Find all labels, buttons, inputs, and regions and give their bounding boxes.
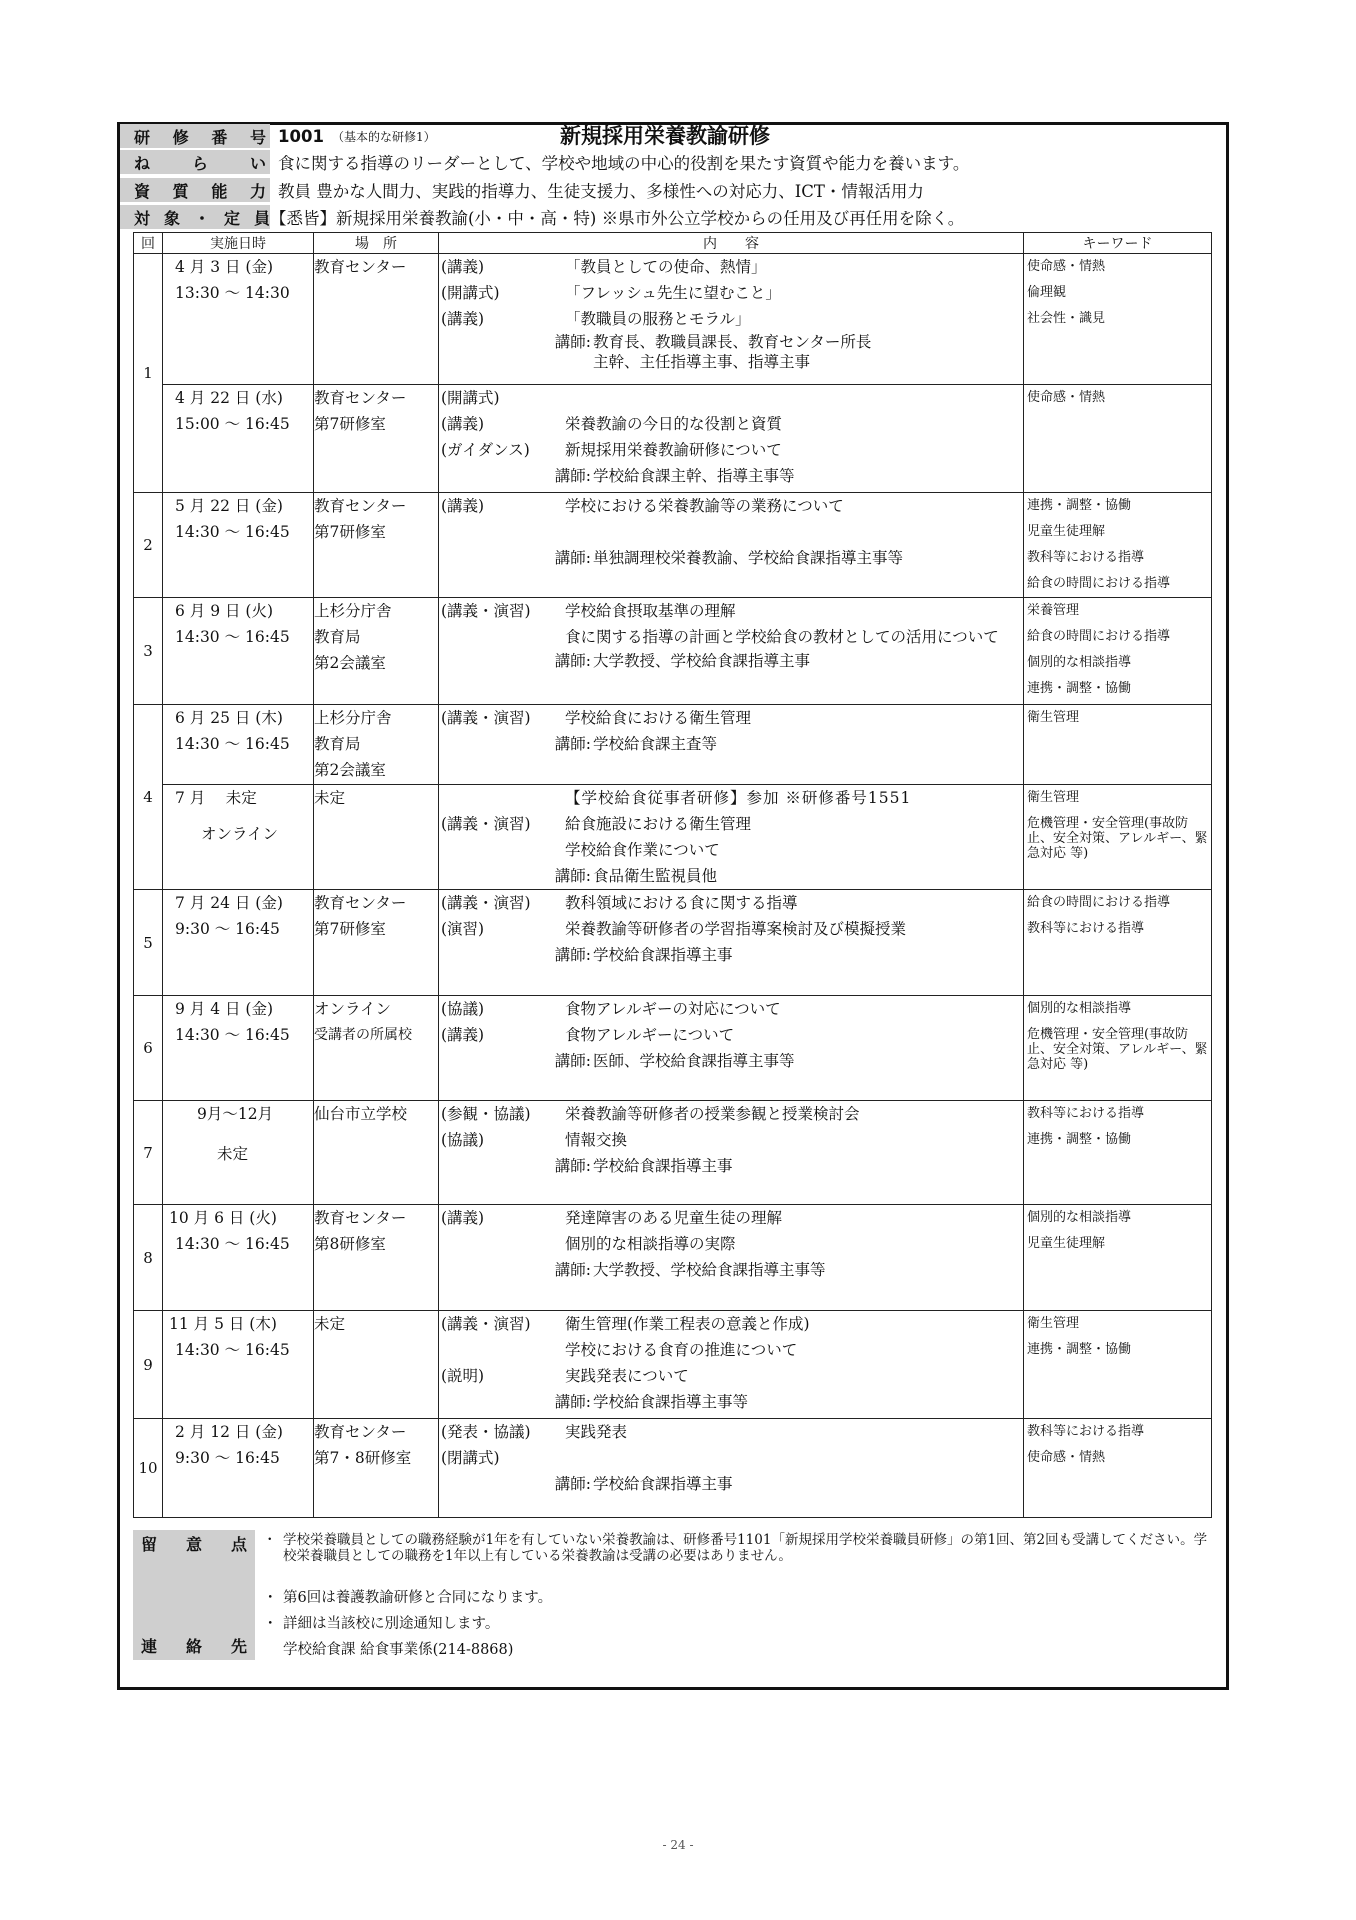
session-room: 第7研修室 <box>314 523 386 541</box>
session-place: 教育センター <box>314 1423 407 1441</box>
content-text: 発達障害のある児童生徒の理解 <box>565 1209 783 1227</box>
content-text: 情報交換 <box>565 1131 628 1149</box>
session-room: 受講者の所属校 <box>314 1027 412 1043</box>
target-row <box>120 205 1226 229</box>
content-type: (講義) <box>441 310 485 328</box>
content-type: (協議) <box>441 1131 485 1149</box>
lecturer-label: 講師: <box>554 867 591 885</box>
keyword: 連携・調整・協働 <box>1027 681 1132 696</box>
session-room: 第7研修室 <box>314 415 386 433</box>
col-keyword: キーワード <box>1024 233 1212 254</box>
note-text: 第6回は養護教諭研修と合同になります。 <box>283 1590 553 1606</box>
training-number-label: 研 修 番 号 <box>120 124 270 148</box>
table-row <box>134 785 1212 890</box>
col-place: 場 所 <box>314 233 439 254</box>
content-text: 学校における栄養教諭等の業務について <box>565 497 844 515</box>
session-time: 14:30 ～ 16:45 <box>175 1026 290 1044</box>
lecturer-text: 主幹、主任指導主事、指導主事 <box>593 353 811 371</box>
session-number: 1 <box>134 254 163 493</box>
content-type: (説明) <box>441 1367 485 1385</box>
content-text: 「教員としての使命、熱情」 <box>565 258 767 276</box>
session-place: 教育センター <box>314 497 407 515</box>
table-row <box>134 493 1212 598</box>
content-text: 学校給食における衛生管理 <box>565 709 752 727</box>
lecturer-label: 講師: <box>554 946 591 964</box>
content-text: 学校における食育の推進について <box>565 1341 798 1359</box>
session-time: 14:30 ～ 16:45 <box>175 1341 290 1359</box>
content-type: (ガイダンス) <box>441 441 530 459</box>
table-row <box>134 598 1212 705</box>
session-room: 第8研修室 <box>314 1235 386 1253</box>
session-number: 10 <box>134 1419 163 1518</box>
content-type: (講義) <box>441 1209 485 1227</box>
session-date: 9月～12月 <box>197 1105 274 1123</box>
content-type: (講義・演習) <box>441 815 531 833</box>
table-row <box>134 1419 1212 1518</box>
content-text: 【学校給食従事者研修】参加 ※研修番号1551 <box>565 789 912 807</box>
session-room: 第2会議室 <box>314 761 386 779</box>
table-row <box>134 890 1212 996</box>
session-place: 仙台市立学校 <box>314 1105 408 1123</box>
session-time: 14:30 ～ 16:45 <box>175 523 290 541</box>
session-number: 7 <box>134 1101 163 1205</box>
lecturer-label: 講師: <box>554 1052 591 1070</box>
lecturer-text: 食品衛生監視員他 <box>593 867 718 885</box>
session-place: オンライン <box>314 1000 392 1018</box>
session-mode: オンライン <box>201 825 279 843</box>
content-text: 栄養教諭の今日的な役割と資質 <box>565 415 783 433</box>
content-text: 教科領域における食に関する指導 <box>565 894 798 912</box>
col-session: 回 <box>134 233 163 254</box>
content-text: 学校給食作業について <box>565 841 720 859</box>
lecturer-label: 講師: <box>554 1393 591 1411</box>
contact-text: 学校給食課 給食事業係(214-8868) <box>283 1642 514 1658</box>
aim-row <box>120 150 1226 174</box>
note-item: ・ 学校栄養職員としての職務経験が1年を有していない栄養教諭は、研修番号1101「新規採用学校栄養職員研修」の第1回、第2回も受講してください。学校栄養職員としての職務を1年以上有している栄養教諭は受講の必要はありません。 <box>263 1532 1211 1564</box>
lecturer-text: 学校給食課指導主事 <box>593 946 733 964</box>
training-category: （基本的な研修1） <box>331 129 436 144</box>
session-date: 6 月 25 日 (木) <box>175 709 283 727</box>
session-number: 9 <box>134 1311 163 1419</box>
session-date: 4 月 3 日 (金) <box>175 258 274 276</box>
session-time: 14:30 ～ 16:45 <box>175 735 290 753</box>
lecturer-text: 学校給食課指導主事 <box>593 1157 733 1175</box>
content-type: (講義・演習) <box>441 1315 531 1333</box>
session-date: 11 月 5 日 (木) <box>169 1315 277 1333</box>
lecturer-text: 学校給食課主査等 <box>593 735 718 753</box>
keyword: 教科等における指導 <box>1027 921 1145 936</box>
content-type: (講義・演習) <box>441 894 531 912</box>
keyword: 栄養管理 <box>1027 603 1080 618</box>
keyword: 連携・調整・協働 <box>1027 1342 1132 1357</box>
content-type: (講義・演習) <box>441 709 531 727</box>
lecturer-text: 単独調理校栄養教諭、学校給食課指導主事等 <box>593 549 904 567</box>
content-type: (閉講式) <box>441 1449 500 1467</box>
content-type: (発表・協議) <box>441 1423 531 1441</box>
session-number: 3 <box>134 598 163 705</box>
keyword: 給食の時間における指導 <box>1027 895 1171 910</box>
lecturer-label: 講師: <box>554 1475 591 1493</box>
target-text: 【悉皆】新規採用栄養教諭(小・中・高・特) ※県市外公立学校からの任用及び再任用を除く。 <box>270 209 965 228</box>
keyword: 給食の時間における指導 <box>1027 629 1171 644</box>
content-text: 食物アレルギーについて <box>565 1026 735 1044</box>
session-date: 2 月 12 日 (金) <box>175 1423 283 1441</box>
content-text: 実践発表 <box>565 1423 628 1441</box>
col-date: 実施日時 <box>163 233 314 254</box>
content-text: 学校給食摂取基準の理解 <box>565 602 736 620</box>
keyword: 危機管理・安全管理(事故防止、安全対策、アレルギー、緊急対応 等) <box>1027 1027 1208 1072</box>
table-row <box>134 1311 1212 1419</box>
note-item: ・ 第6回は養護教諭研修と合同になります。 <box>263 1586 552 1607</box>
content-type: (演習) <box>441 920 485 938</box>
content-text: 栄養教諭等研修者の授業参観と授業検討会 <box>565 1105 860 1123</box>
keyword: 使命感・情熱 <box>1027 1450 1106 1465</box>
keyword: 個別的な相談指導 <box>1027 1001 1132 1016</box>
session-number: 2 <box>134 493 163 598</box>
lecturer-label: 講師: <box>554 467 591 485</box>
lecturer-text: 学校給食課指導主事 <box>593 1475 733 1493</box>
contact-label: 連 絡 先 <box>133 1634 255 1660</box>
session-office: 教育局 <box>314 628 361 646</box>
session-number: 5 <box>134 890 163 996</box>
session-time: 14:30 ～ 16:45 <box>175 1235 290 1253</box>
content-type: (講義) <box>441 415 485 433</box>
notes-label: 留 意 点 <box>133 1530 255 1658</box>
content-type: (講義) <box>441 497 485 515</box>
session-time: 15:00 ～ 16:45 <box>175 415 290 433</box>
lecturer-text: 大学教授、学校給食課指導主事 <box>593 652 811 670</box>
content-text: 食物アレルギーの対応について <box>565 1000 781 1018</box>
content-type: (参観・協議) <box>441 1105 531 1123</box>
lecturer-label: 講師: <box>554 735 591 753</box>
session-place: 教育センター <box>314 894 407 912</box>
session-date: 7 月 未定 <box>175 789 257 807</box>
session-place: 教育センター <box>314 389 407 407</box>
session-number: 6 <box>134 996 163 1101</box>
contact-info <box>263 1638 513 1659</box>
target-label: 対 象 ・ 定 員 <box>120 205 270 229</box>
table-row <box>134 996 1212 1101</box>
session-room: 第7研修室 <box>314 920 386 938</box>
keyword: 衛生管理 <box>1027 1316 1080 1331</box>
session-date: 7 月 24 日 (金) <box>175 894 283 912</box>
content-type: (講義) <box>441 1026 485 1044</box>
content-text: 給食施設における衛生管理 <box>565 815 752 833</box>
session-number: 8 <box>134 1205 163 1311</box>
table-row <box>134 1101 1212 1205</box>
schedule-table <box>133 232 1212 1518</box>
keyword: 倫理観 <box>1027 285 1067 300</box>
content-text: 食に関する指導の計画と学校給食の教材としての活用について <box>565 628 999 646</box>
training-number: 1001 <box>278 126 324 146</box>
page-number: - 24 - <box>662 1838 694 1852</box>
session-place: 上杉分庁舎 <box>314 709 392 727</box>
lecturer-label: 講師: <box>554 652 591 670</box>
content-text: 衛生管理(作業工程表の意義と作成) <box>565 1315 810 1333</box>
keyword: 教科等における指導 <box>1027 1106 1145 1121</box>
table-header <box>134 233 1212 254</box>
lecturer-text: 教育長、教職員課長、教育センター所長 <box>593 333 872 351</box>
lecturer-label: 講師: <box>554 1261 591 1279</box>
lecturer-label: 講師: <box>554 549 591 567</box>
content-text: 個別的な相談指導の実際 <box>565 1235 736 1253</box>
session-date: 9 月 4 日 (金) <box>175 1000 274 1018</box>
session-date: 5 月 22 日 (金) <box>175 497 283 515</box>
content-type: (開講式) <box>441 389 500 407</box>
keyword: 社会性・識見 <box>1027 311 1106 326</box>
content-text: 「フレッシュ先生に望むこと」 <box>565 284 781 302</box>
content-type: (講義・演習) <box>441 602 531 620</box>
session-date: 4 月 22 日 (水) <box>175 389 283 407</box>
session-place: 未定 <box>314 1315 346 1333</box>
session-room: 第2会議室 <box>314 654 386 672</box>
table-row <box>134 385 1212 493</box>
col-content: 内 容 <box>439 233 1024 254</box>
ability-row <box>120 178 1226 202</box>
keyword: 児童生徒理解 <box>1027 524 1106 539</box>
keyword: 連携・調整・協働 <box>1027 498 1132 513</box>
session-time: 14:30 ～ 16:45 <box>175 628 290 646</box>
ability-text: 教員 豊かな人間力、実践的指導力、生徒支援力、多様性への対応力、ICT・情報活用力 <box>278 182 924 201</box>
lecturer-label: 講師: <box>554 333 591 351</box>
keyword: 使命感・情熱 <box>1027 390 1106 405</box>
content-type: (開講式) <box>441 284 500 302</box>
lecturer-text: 大学教授、学校給食課指導主事等 <box>593 1261 826 1279</box>
content-text: 栄養教諭等研修者の学習指導案検討及び模擬授業 <box>565 920 907 938</box>
session-place: 教育センター <box>314 258 407 276</box>
keyword: 個別的な相談指導 <box>1027 1210 1132 1225</box>
lecturer-label: 講師: <box>554 1157 591 1175</box>
content-text: 「教職員の服務とモラル」 <box>565 310 751 328</box>
content-text: 新規採用栄養教諭研修について <box>565 441 782 459</box>
session-place: 未定 <box>314 789 346 807</box>
keyword: 個別的な相談指導 <box>1027 655 1132 670</box>
lecturer-text: 学校給食課指導主事等 <box>593 1393 749 1411</box>
content-type: (講義) <box>441 258 485 276</box>
keyword: 児童生徒理解 <box>1027 1236 1106 1251</box>
session-place: 教育センター <box>314 1209 407 1227</box>
aim-text: 食に関する指導のリーダーとして、学校や地域の中心的役割を果たす資質や能力を養います。 <box>278 154 970 173</box>
session-time: 9:30 ～ 16:45 <box>175 1449 280 1467</box>
lecturer-text: 医師、学校給食課指導主事等 <box>593 1052 795 1070</box>
keyword: 衛生管理 <box>1027 710 1080 725</box>
session-date: 10 月 6 日 (火) <box>169 1209 277 1227</box>
keyword: 危機管理・安全管理(事故防止、安全対策、アレルギー、緊急対応 等) <box>1027 816 1208 861</box>
table-row <box>134 254 1212 385</box>
note-text: 学校栄養職員としての職務経験が1年を有していない栄養教諭は、研修番号1101「新規採用学校栄養職員研修」の第1回、第2回も受講してください。学校栄養職員としての職務を1年以上有している栄養教諭は受講の必要はありません。 <box>283 1532 1208 1564</box>
session-time: 13:30 ～ 14:30 <box>175 284 290 302</box>
aim-label: ね ら い <box>120 150 270 174</box>
session-date: 6 月 9 日 (火) <box>175 602 274 620</box>
note-item: ・ 詳細は当該校に別途通知します。 <box>263 1612 499 1633</box>
ability-label: 資 質 能 力 <box>120 178 270 202</box>
content-type: (協議) <box>441 1000 485 1018</box>
note-text: 詳細は当該校に別途通知します。 <box>283 1616 500 1632</box>
session-office: 教育局 <box>314 735 361 753</box>
keyword: 教科等における指導 <box>1027 1424 1145 1439</box>
session-time: 未定 <box>217 1145 249 1163</box>
page-title: 新規採用栄養教諭研修 <box>560 124 770 148</box>
session-number: 4 <box>134 705 163 890</box>
lecturer-text: 学校給食課主幹、指導主事等 <box>593 467 795 485</box>
keyword: 使命感・情熱 <box>1027 259 1106 274</box>
content-text: 実践発表について <box>565 1367 689 1385</box>
keyword: 教科等における指導 <box>1027 550 1145 565</box>
keyword: 衛生管理 <box>1027 790 1080 805</box>
table-row <box>134 705 1212 785</box>
session-room: 第7・8研修室 <box>314 1449 412 1467</box>
session-place: 上杉分庁舎 <box>314 602 392 620</box>
table-row <box>134 1205 1212 1311</box>
keyword: 連携・調整・協働 <box>1027 1132 1132 1147</box>
keyword: 給食の時間における指導 <box>1027 576 1171 591</box>
session-time: 9:30 ～ 16:45 <box>175 920 280 938</box>
